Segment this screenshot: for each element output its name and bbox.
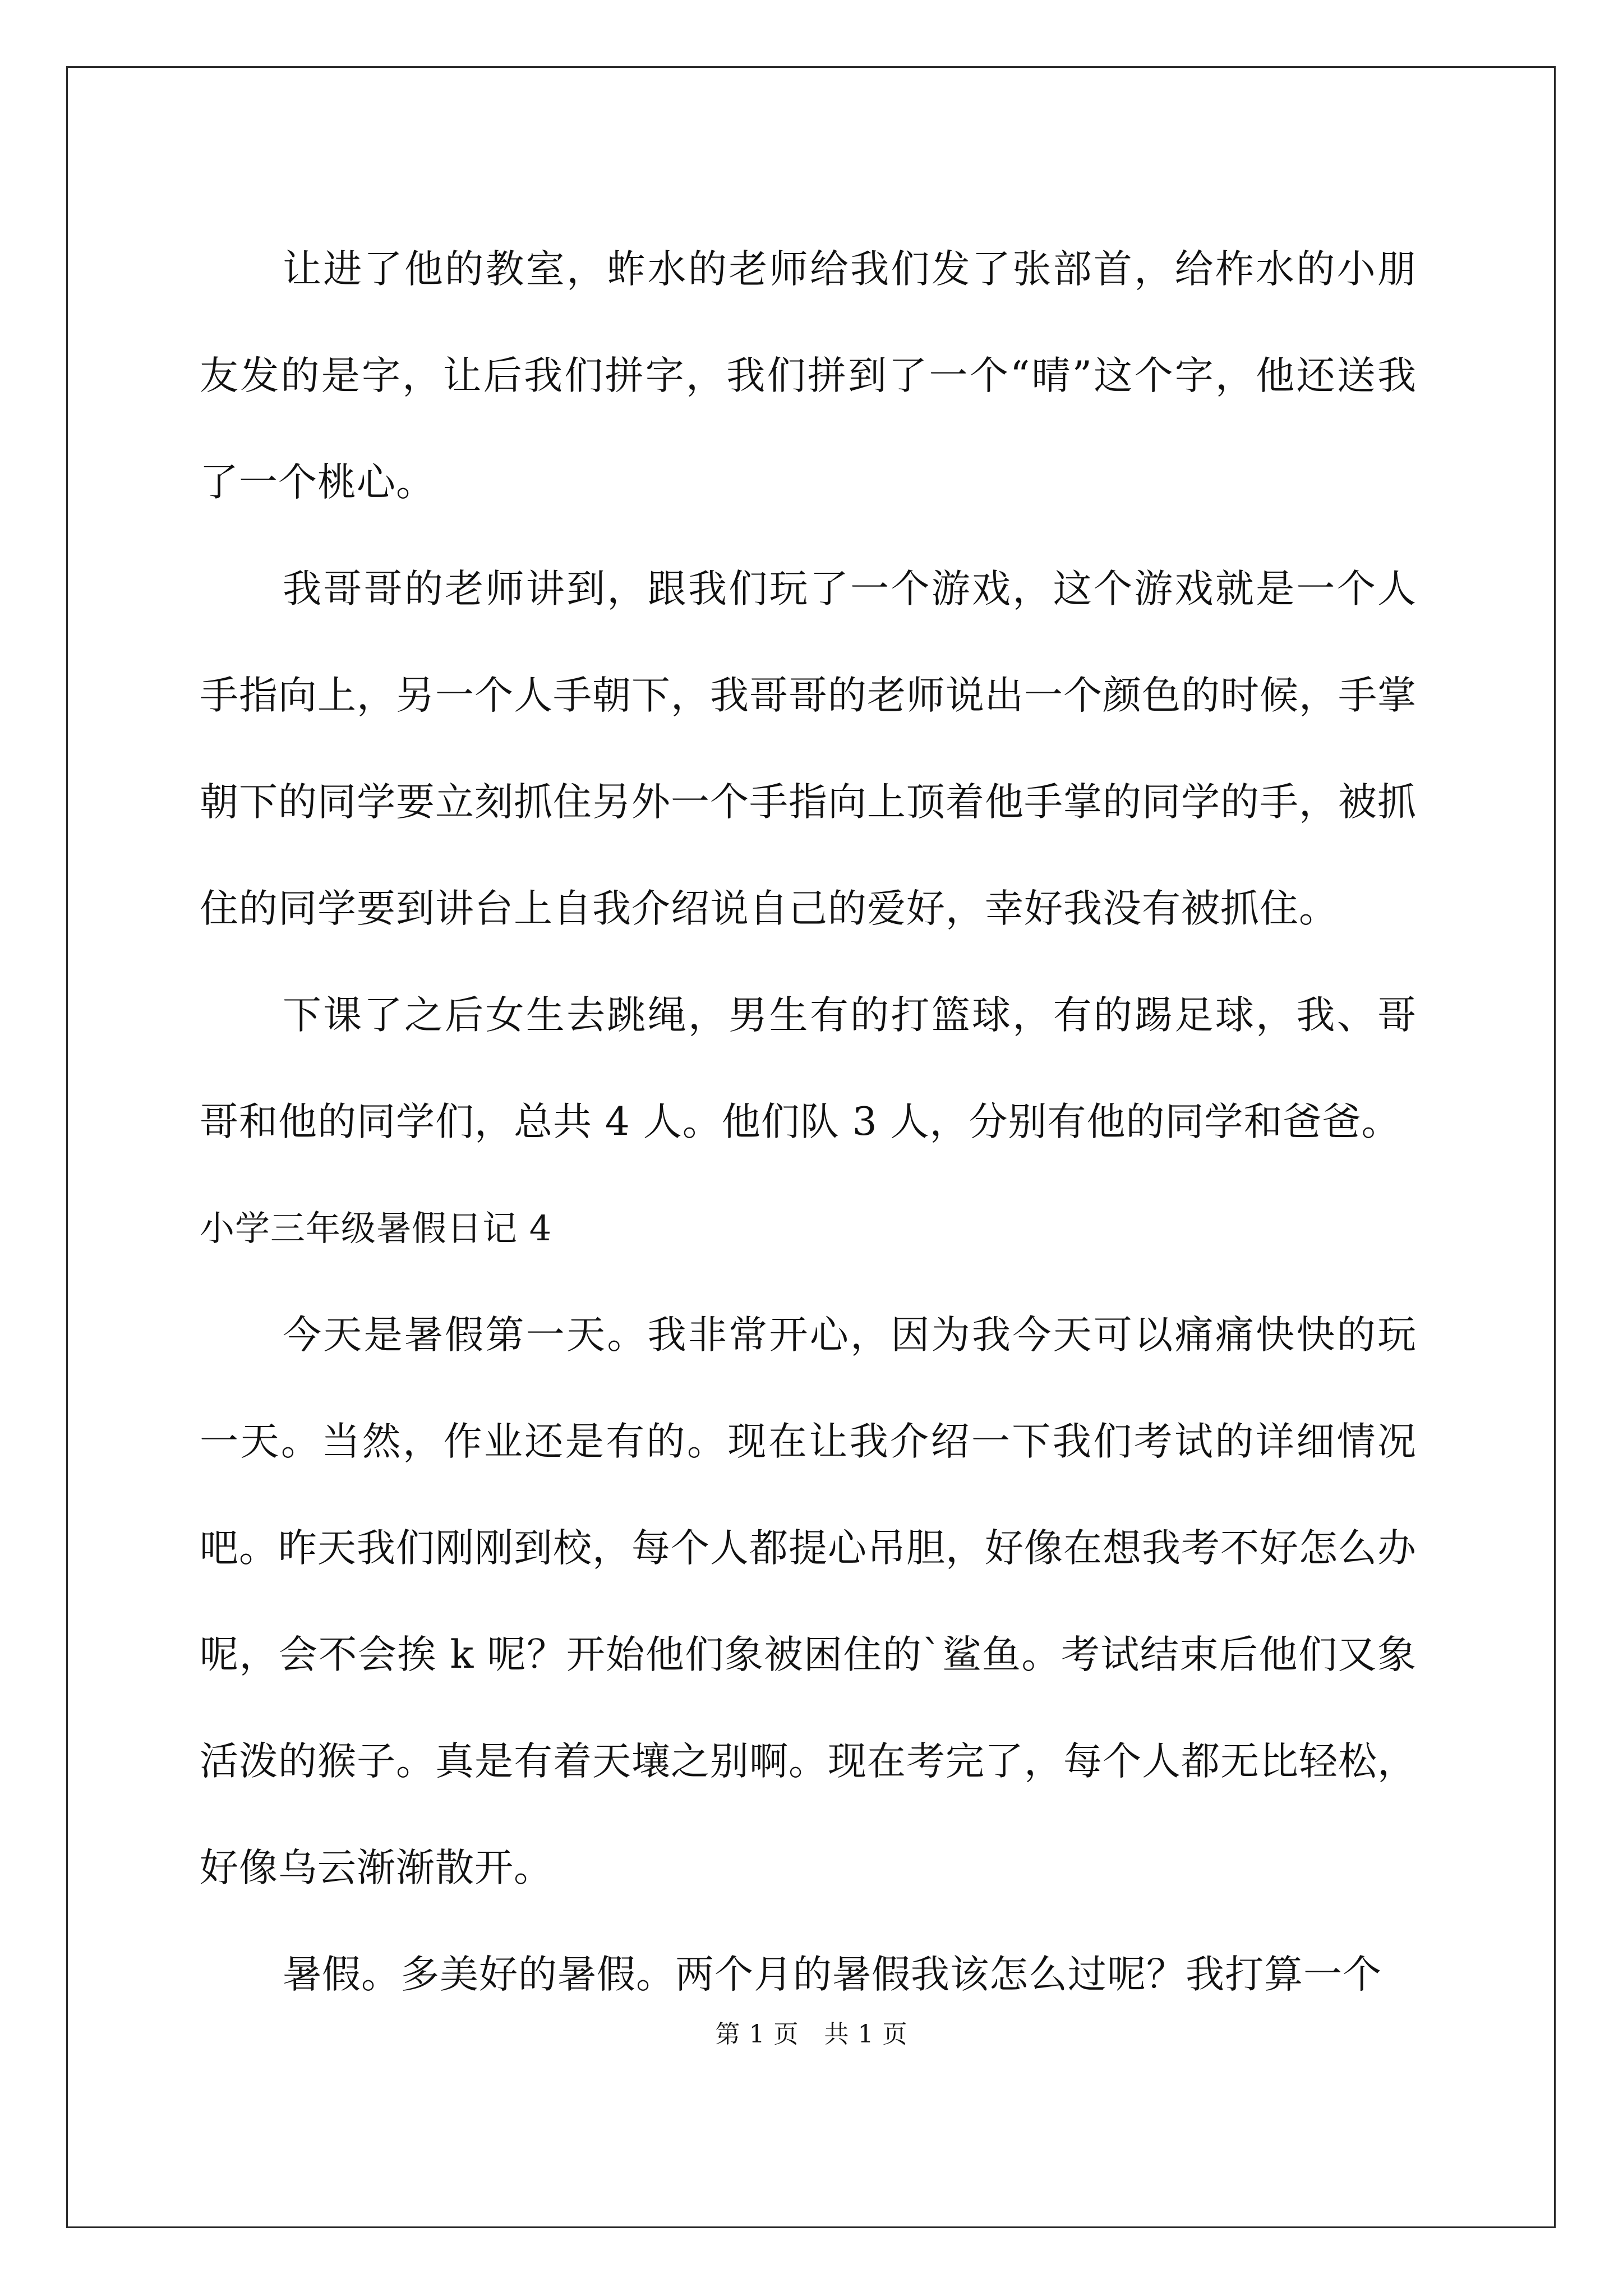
paragraph: 我哥哥的老师讲到，跟我们玩了一个游戏，这个游戏就是一个人手指向上，另一个人手朝下，我哥哥的老师说出一个颜色的时候，手掌朝下的同学要立刻抓住另外一个手指向上顶着他手掌的同学的手，被抓住的同学要到讲台上自我介绍说自己的爱好，幸好我没有被抓住。 [200, 567, 1417, 931]
paragraph: 下课了之后女生去跳绳，男生有的打篮球，有的踢足球，我、哥哥和他的同学们，总共 4 人。他们队 3 人，分别有他的同学和爸爸。 [200, 993, 1417, 1144]
page-number-footer: 第 1 页 共 1 页 [715, 2020, 908, 2049]
paragraph: 今天是暑假第一天。我非常开心，因为我今天可以痛痛快快的玩一天。当然，作业还是有的。现在让我介绍一下我们考试的详细情况吧。昨天我们刚刚到校，每个人都提心吊胆，好像在想我考不好怎么办呢，会不会挨 k 呢？开始他们象被困住的`鲨鱼。考试结束后他们又象活泼的猴子。真是有着天壤之别啊。现在考完了，每个人都无比轻松，好像乌云渐渐散开。 [200, 1313, 1417, 1890]
section-heading: 小学三年级暑假日记 4 [200, 1208, 552, 1249]
document-body [200, 216, 1417, 2028]
paragraph: 让进了他的教室，蚱水的老师给我们发了张部首，给柞水的小朋友发的是字，让后我们拼字，我们拼到了一个“晴”这个字，他还送我了一个桃心。 [200, 247, 1417, 505]
paragraph: 暑假。多美好的暑假。两个月的暑假我该怎么过呢？我打算一个 [283, 1952, 1382, 1997]
